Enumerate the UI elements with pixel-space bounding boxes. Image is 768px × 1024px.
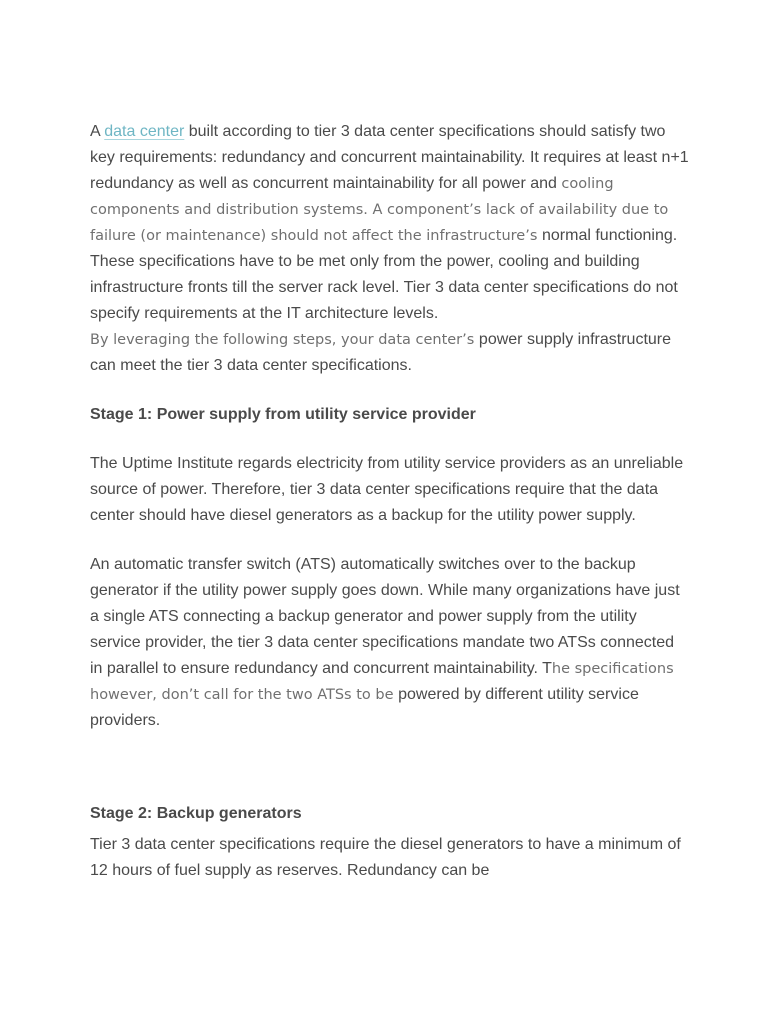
- data-center-link[interactable]: data center: [104, 123, 185, 140]
- generators-paragraph: Tier 3 data center specifications require the diesel generators to have a minimum of 12 hours of fuel supply as reserves. Redundancy can be: [90, 836, 681, 879]
- intro-text-4: By leveraging the following steps, your data center’s: [90, 332, 479, 348]
- stage2-heading: Stage 2: Backup generators: [90, 805, 302, 822]
- article-body: [90, 119, 690, 884]
- stage1-heading: Stage 1: Power supply from utility service provider: [90, 406, 476, 423]
- intro-text-3: normal functioning. These specifications have to be met only from the power, cooling and building infrastructure fronts till the server rack level. Tier 3 data center specifications do not specify requirements at the IT architecture levels.: [90, 227, 678, 322]
- ats-text-1: An automatic transfer switch (ATS) automatically switches over to the backup generator if the utility power supply goes down. While many organizations have just a single ATS connecting a backup generator and power supply from the utility service provider, the tier 3 data center specifications mandate two ATSs connected in parallel to ensure redundancy and concurrent maintainability. T: [90, 556, 680, 677]
- utility-paragraph: The Uptime Institute regards electricity from utility service providers as an unreliable source of power. Therefore, tier 3 data center specifications require that the data center should have diesel generators as a backup for the utility power supply.: [90, 455, 684, 524]
- ats-text-2: he specifications however, don’t call for the two ATSs to be: [90, 661, 674, 703]
- ats-text-3: powered by different utility service providers.: [90, 686, 639, 729]
- intro-text-a: A: [90, 123, 100, 140]
- intro-paragraph: [90, 119, 690, 379]
- intro-text-2: cooling components and distribution systems. A component’s lack of availability due to failure (or maintenance) should not affect the infrastructure’s: [90, 176, 669, 244]
- intro-text-1: built according to tier 3 data center specifications should satisfy two key requirements: redundancy and concurrent maintainability. It requires at least n+1 redundancy as well as concurrent maintainability for all power and: [90, 123, 689, 192]
- intro-text-5: power supply infrastructure can meet the tier 3 data center specifications.: [90, 331, 672, 374]
- ats-paragraph: [90, 552, 690, 734]
